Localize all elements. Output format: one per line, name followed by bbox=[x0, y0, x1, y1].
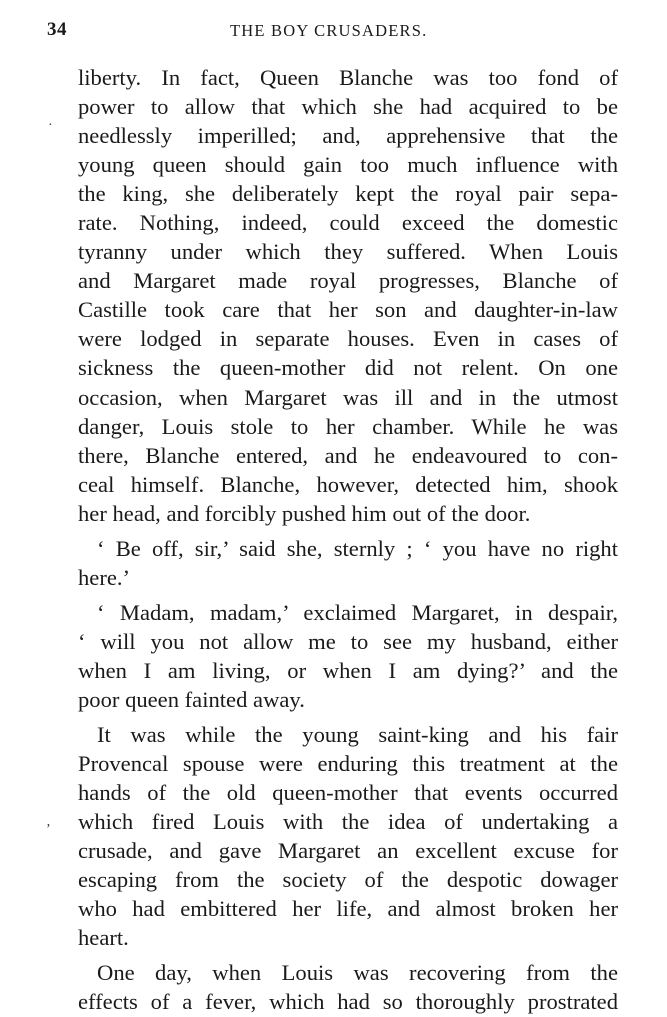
text-line: danger, Louis stole to her chamber. While he was bbox=[78, 413, 618, 439]
text-line: the king, she deliberately kept the royal pair sepa- bbox=[78, 181, 618, 207]
text-line: tyranny under which they suffered. When Louis bbox=[78, 239, 618, 265]
text-line: who had embittered her life, and almost broken her bbox=[78, 896, 618, 922]
text-line: here.’ bbox=[78, 564, 131, 590]
text-line: rate. Nothing, indeed, could exceed the domestic bbox=[78, 210, 618, 236]
text-line: which fired Louis with the idea of undertaking a bbox=[78, 809, 618, 835]
text-line: hands of the old queen-mother that events occurred bbox=[78, 780, 618, 806]
body-text bbox=[78, 63, 618, 1017]
text-line: were lodged in separate houses. Even in cases of bbox=[78, 326, 618, 352]
text-line: there, Blanche entered, and he endeavoured to con- bbox=[78, 442, 618, 468]
text-line: poor queen fainted away. bbox=[78, 686, 305, 712]
margin-speck-mark: · bbox=[48, 118, 53, 133]
text-line: her head, and forcibly pushed him out of the door. bbox=[78, 500, 531, 526]
text-line: power to allow that which she had acquired to be bbox=[78, 94, 618, 120]
text-line: ‘ Be off, sir,’ said she, sternly ; ‘ you have no right bbox=[97, 535, 618, 561]
paragraph bbox=[78, 598, 618, 714]
text-line: when I am living, or when I am dying?’ and the bbox=[78, 657, 618, 683]
paragraph bbox=[78, 63, 618, 528]
text-line: It was while the young saint-king and his fair bbox=[97, 722, 618, 748]
text-line: ‘ Madam, madam,’ exclaimed Margaret, in despair, bbox=[97, 599, 618, 625]
paragraph bbox=[78, 534, 618, 592]
paragraph bbox=[78, 958, 618, 1016]
text-line: young queen should gain too much influence with bbox=[78, 152, 618, 178]
text-line: Provencal spouse were enduring this treatment at the bbox=[78, 751, 618, 777]
text-line: occasion, when Margaret was ill and in the utmost bbox=[78, 384, 618, 410]
text-line: effects of a fever, which had so thoroughly prostrated bbox=[78, 989, 618, 1015]
text-line: crusade, and gave Margaret an excellent excuse for bbox=[78, 838, 618, 864]
text-line: ceal himself. Blanche, however, detected him, shook bbox=[78, 471, 618, 497]
text-line: Castille took care that her son and daughter-in-law bbox=[78, 297, 618, 323]
paragraph bbox=[78, 720, 618, 952]
text-line: sickness the queen-mother did not relent. On one bbox=[78, 355, 618, 381]
text-line: escaping from the society of the despotic dowager bbox=[78, 867, 618, 893]
text-line: liberty. In fact, Queen Blanche was too fond of bbox=[78, 65, 618, 90]
running-head-title: THE BOY CRUSADERS. bbox=[230, 21, 428, 40]
text-line: and Margaret made royal progresses, Blanche of bbox=[78, 268, 618, 294]
text-line: heart. bbox=[78, 925, 129, 951]
margin-speck-mark: ʼ bbox=[46, 822, 51, 837]
page-number: 34 bbox=[47, 19, 67, 40]
text-line: One day, when Louis was recovering from the bbox=[97, 960, 618, 986]
text-line: needlessly imperilled; and, apprehensive that the bbox=[78, 123, 618, 149]
text-line: ‘ will you not allow me to see my husband, either bbox=[78, 628, 618, 654]
